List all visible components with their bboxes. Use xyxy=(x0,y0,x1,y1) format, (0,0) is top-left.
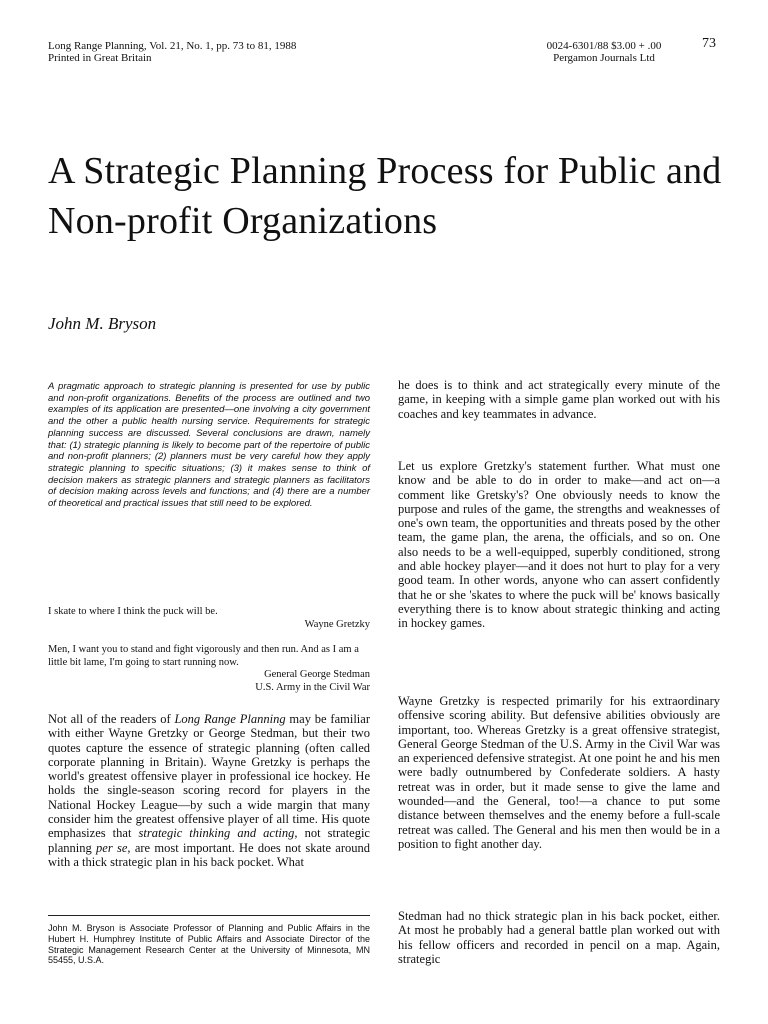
epigraph-quote: I skate to where I think the puck will be. xyxy=(48,606,218,617)
emphasis-text: strategic thinking and acting xyxy=(138,826,295,841)
abstract: A pragmatic approach to strategic planning is presented for use by public and non-profit organizations. Benefits of the process are outlined and two examples of its application are presented—one involving a city government and the other a public health nursing service. Requirements for strategic planning success are discussed. Several conclusions are drawn, namely that: (1) strategic planning is likely to become part of the repertoire of public and non-profit planners; (2) planners must be very careful how they apply strategic planning to specific situations; (3) it makes sense to think of decision makers as strategic planners and strategic planners as facilitators of decision making across levels and functions; and (4) there are a number of theoretical and practical issues that still need to be explored. xyxy=(48,381,370,510)
epigraph-attribution: Wayne Gretzky xyxy=(304,618,370,630)
journal-code xyxy=(524,40,684,64)
epigraph-stedman xyxy=(48,644,370,694)
body-paragraph: Stedman had no thick strategic plan in his back pocket, either. At most he probably had a general battle plan worked out with his fellow officers and recorded in pencil on a map. Again, strategic xyxy=(398,909,720,966)
article-author: John M. Bryson xyxy=(48,314,157,333)
article-title: A Strategic Planning Process for Public and Non-profit Organizations xyxy=(48,150,722,242)
issn-price-line: 0024-6301/88 $3.00 + .00 xyxy=(546,40,662,52)
body-text: Not all of the readers of xyxy=(48,712,175,726)
printed-in-line: Printed in Great Britain xyxy=(48,52,152,64)
body-paragraph-intro xyxy=(48,712,370,869)
epigraph-quote: Men, I want you to stand and fight vigorously and then run. And as I am a little bit lame, I'm going to start running now. xyxy=(48,644,359,668)
body-text: , not strategic planning xyxy=(48,826,370,855)
epigraph-attribution-affiliation: U.S. Army in the Civil War xyxy=(255,681,370,693)
author-footnote: John M. Bryson is Associate Professor of Planning and Public Affairs in the Hubert H. Humphrey Institute of Public Affairs and Associate Director of the Strategic Management Research Center at the University of Minnesota, MN 55455, U.S.A. xyxy=(48,923,370,966)
publisher-line: Pergamon Journals Ltd xyxy=(553,52,655,64)
page-number: 73 xyxy=(702,36,716,51)
emphasis-text: per se xyxy=(96,840,128,855)
body-text: may be familiar with either Wayne Gretzky or George Stedman, but their two quotes capture the essence of strategic planning (often called corporate planning in Britain). Wayne Gretzky is perhaps the world's greatest offensive player in professional ice hockey. He holds the single-season scoring record for players in the National Hockey League—by such a wide margin that many consider him the greatest offensive player of all time. His quote emphasizes that xyxy=(48,712,370,841)
body-paragraph: Wayne Gretzky is respected primarily for his extraordinary offensive scoring ability. But defensive abilities obviously are important, too. Whereas Gretzky is a great offensive strategist, General George Stedman of the U.S. Army in the Civil War was an experienced defensive strategist. At one point he and his men were badly outnumbered by Confederate soldiers. A hasty retreat was in order, but it made sense to give the lame and wounded—and the General, too!—a chance to put some distance between themselves and the enemy before a full-scale retreat was called. The General and his men then would be in a position to fight another day. xyxy=(398,694,720,851)
body-paragraph: Let us explore Gretzky's statement further. What must one know and be able to do in order to make—and act on—a comment like Gretsky's? One obviously needs to know the purpose and rules of the game, the strengths and weaknesses of one's own team, the opportunities and threats posed by the other team, the game plan, the arena, the officials, and so on. One also needs to be a well-equipped, superbly conditioned, strong and able hockey player—and it does not hurt to play for a very good team. In other words, anyone who can assert confidently that he or she 'skates to where the puck will be' knows basically everything there is to know about strategic thinking and acting in hockey games. xyxy=(398,459,720,631)
journal-name: Long Range Planning xyxy=(174,712,286,726)
epigraph-gretzky xyxy=(48,606,370,631)
body-text: , are most important. He does not skate around with a thick strategic plan in his back pocket. What xyxy=(48,840,371,869)
journal-citation xyxy=(48,40,408,64)
epigraph-attribution: General George Stedman xyxy=(264,669,370,680)
journal-citation-line: Long Range Planning, Vol. 21, No. 1, pp. 73 to 81, 1988 xyxy=(48,40,297,52)
footnote-divider xyxy=(48,915,370,916)
body-paragraph: he does is to think and act strategically every minute of the game, in keeping with a simple game plan worked out with his coaches and key teammates in advance. xyxy=(398,378,720,421)
